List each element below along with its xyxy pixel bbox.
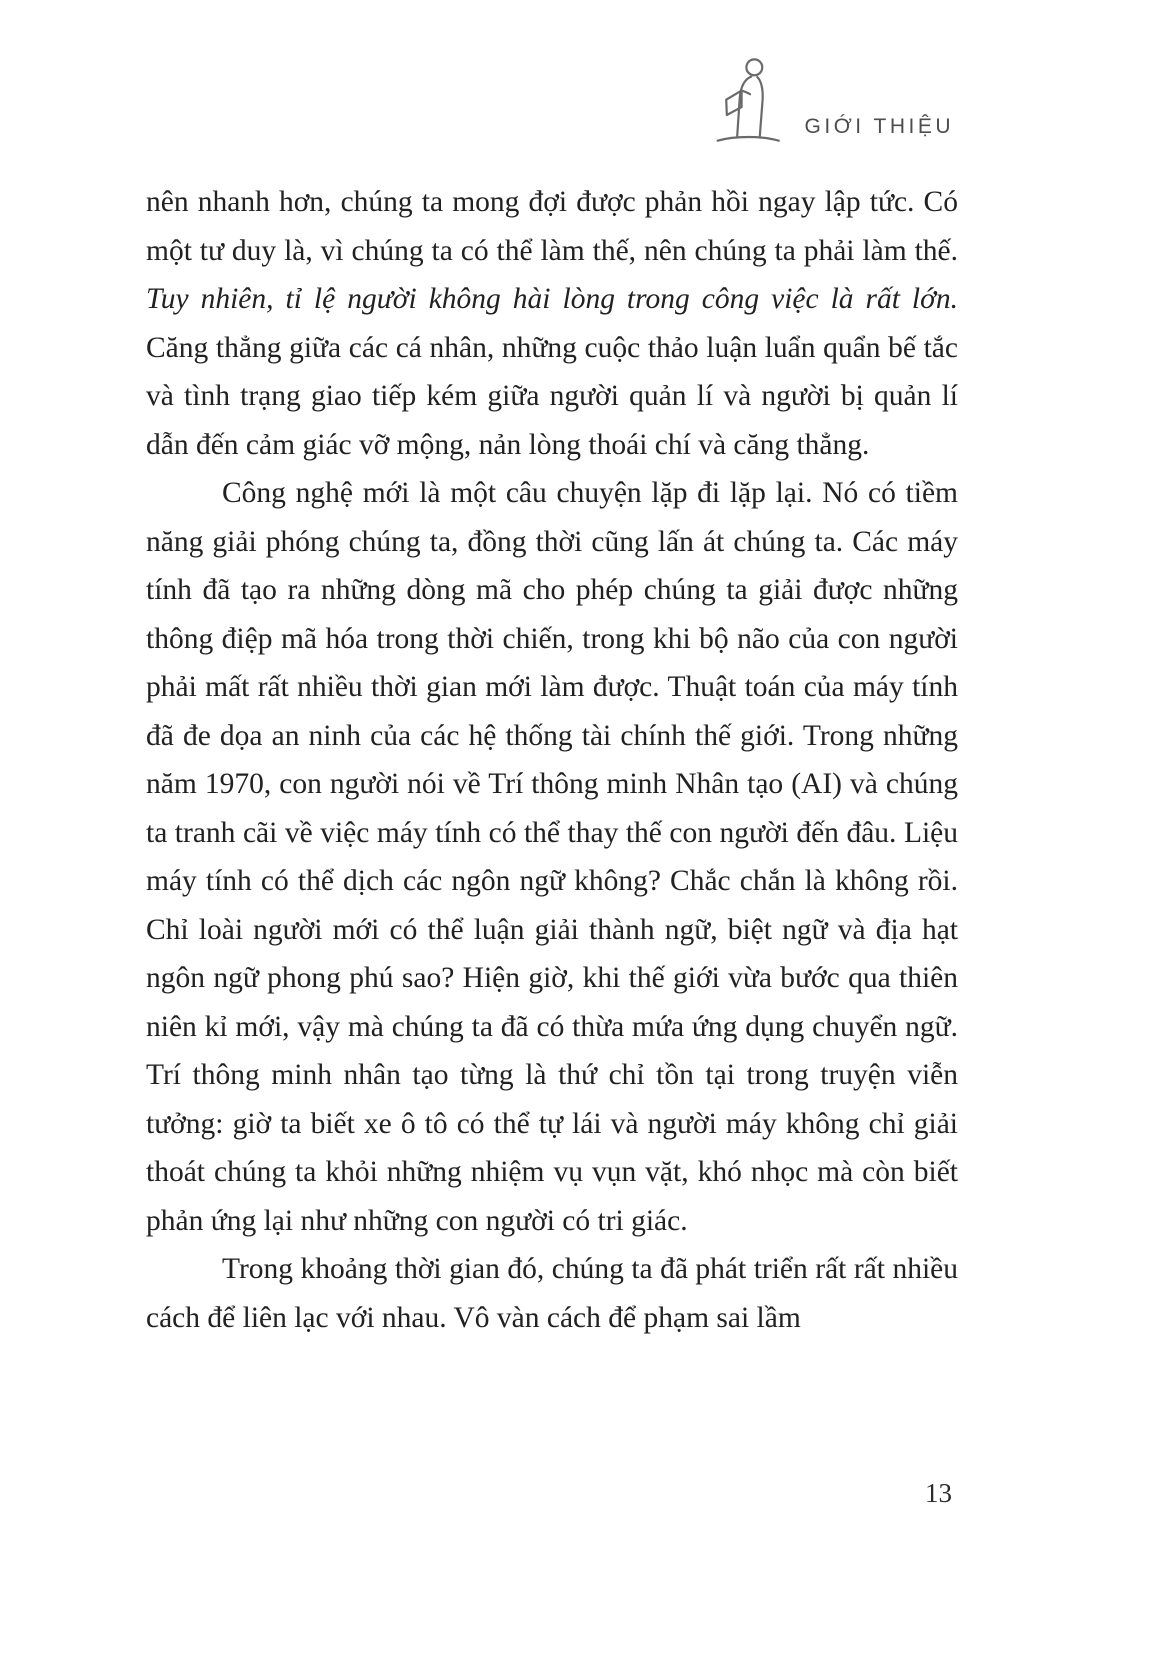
body-text	[146, 178, 958, 1342]
page-number: 13	[925, 1478, 952, 1508]
paragraph-text: nên nhanh hơn, chúng ta mong đợi được phản hồi ngay lập tức. Có một tư duy là, vì chúng ta có thể làm thế, nên chúng ta phải làm thế.	[146, 186, 958, 267]
paragraph-text: Căng thẳng giữa các cá nhân, những cuộc thảo luận luẩn quẩn bế tắc và tình trạng giao tiếp kém giữa người quản lí và người bị quản lí dẫn đến cảm giác vỡ mộng, nản lòng thoái chí và căng thẳng.	[146, 331, 958, 461]
paragraph	[146, 178, 958, 469]
reading-person-icon	[703, 55, 791, 153]
paragraph: Trong khoảng thời gian đó, chúng ta đã phát triển rất rất nhiều cách để liên lạc với nhau. Vô vàn cách để phạm sai lầm	[146, 1253, 958, 1334]
page-header	[703, 55, 954, 153]
paragraph: Công nghệ mới là một câu chuyện lặp đi lặp lại. Nó có tiềm năng giải phóng chúng ta, đồng thời cũng lấn át chúng ta. Các máy tính đã tạo ra những dòng mã cho phép chúng ta giải được những thông điệp mã hóa trong thời chiến, trong khi bộ não của con người phải mất rất nhiều thời gian mới làm được. Thuật toán của máy tính đã đe dọa an ninh của các hệ thống tài chính thế giới. Trong những năm 1970, con người nói về Trí thông minh Nhân tạo (AI) và chúng ta tranh cãi về việc máy tính có thể thay thế con người đến đâu. Liệu máy tính có thể dịch các ngôn ngữ không? Chắc chắn là không rồi. Chỉ loài người mới có thể luận giải thành ngữ, biệt ngữ và địa hạt ngôn ngữ phong phú sao? Hiện giờ, khi thế giới vừa bước qua thiên niên kỉ mới, vậy mà chúng ta đã có thừa mứa ứng dụng chuyển ngữ. Trí thông minh nhân tạo từng là thứ chỉ tồn tại trong truyện viễn tưởng: giờ ta biết xe ô tô có thể tự lái và người máy không chỉ giải thoát chúng ta khỏi những nhiệm vụ vụn vặt, khó nhọc mà còn biết phản ứng lại như những con người có tri giác.	[146, 477, 958, 1237]
header-title: GIỚI THIỆU	[804, 115, 954, 138]
paragraph-italic-text: Tuy nhiên, tỉ lệ người không hài lòng trong công việc là rất lớn.	[146, 283, 958, 315]
